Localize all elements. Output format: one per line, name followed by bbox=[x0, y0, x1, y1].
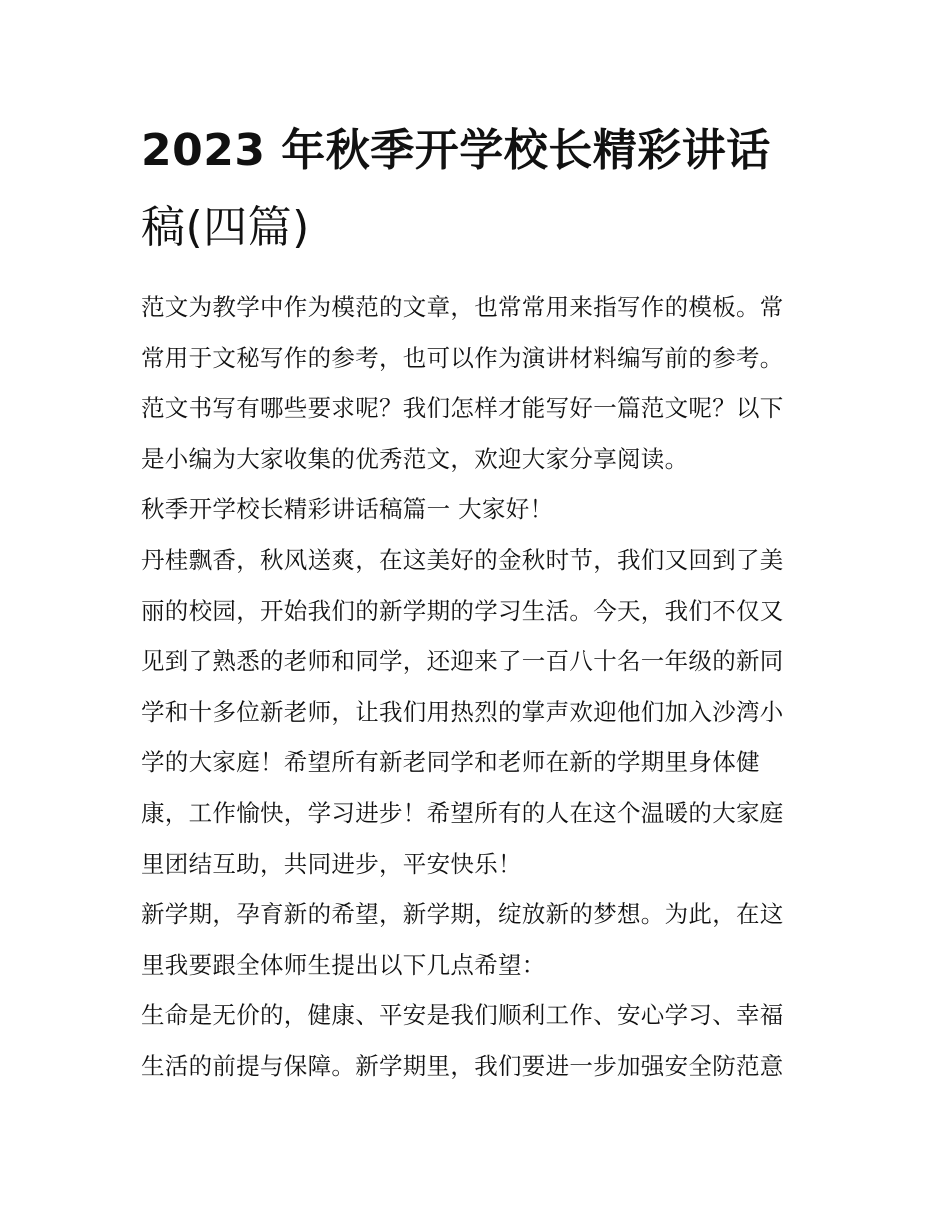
body-text bbox=[141, 282, 813, 1092]
text-line: 常用于文秘写作的参考，也可以作为演讲材料编写前的参考。 bbox=[141, 343, 784, 372]
text-line: 是小编为大家收集的优秀范文，欢迎大家分享阅读。 bbox=[141, 444, 689, 473]
text-line: 康，工作愉快，学习进步！希望所有的人在这个温暖的大家庭 bbox=[141, 798, 784, 827]
text-line: 生命是无价的，健康、平安是我们顺利工作、安心学习、幸福 bbox=[141, 1001, 784, 1030]
text-line: 丹桂飘香，秋风送爽，在这美好的金秋时节，我们又回到了美 bbox=[141, 545, 784, 574]
document-title bbox=[141, 112, 813, 266]
text-line: 范文书写有哪些要求呢？我们怎样才能写好一篇范文呢？以下 bbox=[141, 394, 784, 423]
text-line: 丽的校园，开始我们的新学期的学习生活。今天，我们不仅又 bbox=[141, 596, 784, 625]
section-heading-line: 秋季开学校长精彩讲话稿篇一 大家好！ bbox=[141, 495, 554, 524]
title-line-1: 2023 年秋季开学校长精彩讲话 bbox=[141, 125, 771, 176]
document-page bbox=[141, 112, 813, 1092]
text-line: 见到了熟悉的老师和同学，还迎来了一百八十名一年级的新同 bbox=[141, 647, 784, 676]
text-line: 学和十多位新老师，让我们用热烈的掌声欢迎他们加入沙湾小 bbox=[141, 697, 784, 726]
text-line: 范文为教学中作为模范的文章，也常常用来指写作的模板。常 bbox=[141, 293, 784, 321]
text-line: 学的大家庭！希望所有新老同学和老师在新的学期里身体健 bbox=[141, 748, 760, 777]
text-line: 新学期，孕育新的希望，新学期，绽放新的梦想。为此，在这 bbox=[141, 900, 784, 929]
text-line: 里团结互助，共同进步，平安快乐！ bbox=[141, 849, 522, 878]
title-line-2: 稿(四篇) bbox=[141, 202, 310, 253]
text-line: 里我要跟全体师生提出以下几点希望： bbox=[141, 950, 546, 979]
text-line: 生活的前提与保障。新学期里，我们要进一步加强安全防范意 bbox=[141, 1051, 784, 1080]
